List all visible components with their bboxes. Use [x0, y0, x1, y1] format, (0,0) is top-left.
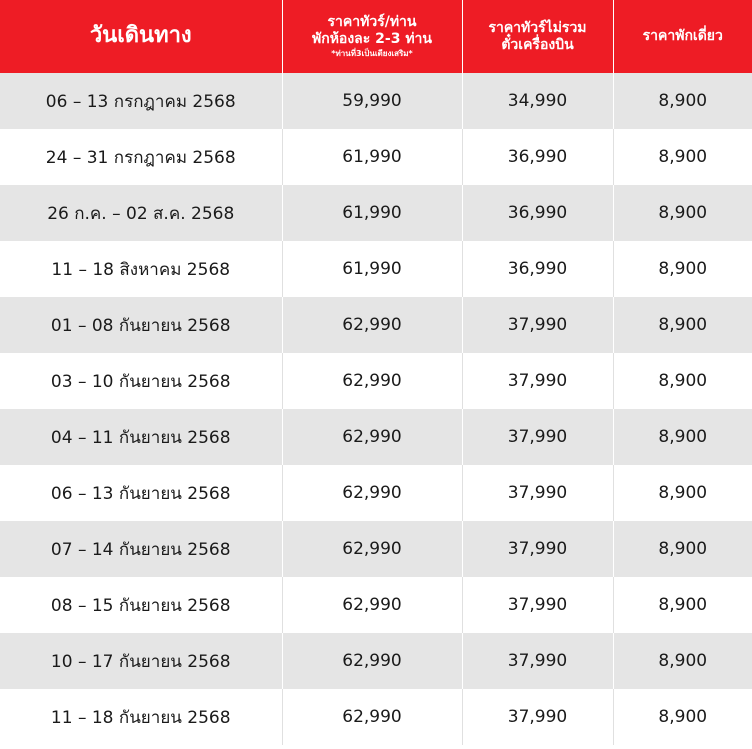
tour-price-cell: 62,990	[282, 409, 462, 465]
table-row	[0, 633, 752, 689]
no-ticket-price-cell: 36,990	[462, 241, 613, 297]
no-ticket-price-cell: 34,990	[462, 73, 613, 129]
header-price-no-ticket	[462, 0, 613, 73]
single-supplement-cell: 8,900	[613, 577, 752, 633]
no-ticket-price-cell: 37,990	[462, 577, 613, 633]
tour-price-cell: 62,990	[282, 521, 462, 577]
single-supplement-cell: 8,900	[613, 409, 752, 465]
travel-date-cell: 11 – 18 กันยายน 2568	[0, 689, 282, 745]
table-row	[0, 577, 752, 633]
header-travel-date	[0, 0, 282, 73]
single-supplement-cell: 8,900	[613, 73, 752, 129]
single-supplement-cell: 8,900	[613, 689, 752, 745]
travel-date-cell: 07 – 14 กันยายน 2568	[0, 521, 282, 577]
single-supplement-cell: 8,900	[613, 633, 752, 689]
tour-price-cell: 62,990	[282, 689, 462, 745]
travel-date-cell: 01 – 08 กันยายน 2568	[0, 297, 282, 353]
no-ticket-label-line2: ตั๋วเครื่องบิน	[501, 36, 574, 53]
table-row	[0, 73, 752, 129]
tour-price-cell: 62,990	[282, 465, 462, 521]
travel-date-cell: 08 – 15 กันยายน 2568	[0, 577, 282, 633]
tour-price-cell: 59,990	[282, 73, 462, 129]
tour-price-cell: 62,990	[282, 297, 462, 353]
tour-price-cell: 62,990	[282, 633, 462, 689]
single-supplement-cell: 8,900	[613, 185, 752, 241]
extra-bed-note: *ท่านที่3เป็นเตียงเสริม*	[331, 49, 413, 58]
table-row	[0, 521, 752, 577]
tour-price-cell: 61,990	[282, 129, 462, 185]
no-ticket-price-cell: 36,990	[462, 185, 613, 241]
single-supplement-cell: 8,900	[613, 353, 752, 409]
single-supplement-cell: 8,900	[613, 129, 752, 185]
single-supplement-cell: 8,900	[613, 241, 752, 297]
no-ticket-price-cell: 37,990	[462, 297, 613, 353]
no-ticket-price-cell: 37,990	[462, 689, 613, 745]
no-ticket-price-cell: 36,990	[462, 129, 613, 185]
travel-date-cell: 04 – 11 กันยายน 2568	[0, 409, 282, 465]
tour-price-cell: 62,990	[282, 577, 462, 633]
header-single-supplement	[613, 0, 752, 73]
table-row	[0, 129, 752, 185]
table-row	[0, 689, 752, 745]
tour-price-label-line1: ราคาทัวร์/ท่าน	[327, 14, 417, 31]
tour-price-label-line2: พักห้องละ 2-3 ท่าน	[312, 31, 432, 48]
table-row	[0, 185, 752, 241]
no-ticket-label-line1: ราคาทัวร์ไม่รวม	[488, 19, 587, 36]
travel-date-cell: 03 – 10 กันยายน 2568	[0, 353, 282, 409]
table-row	[0, 297, 752, 353]
travel-date-cell: 26 ก.ค. – 02 ส.ค. 2568	[0, 185, 282, 241]
travel-date-cell: 10 – 17 กันยายน 2568	[0, 633, 282, 689]
no-ticket-price-cell: 37,990	[462, 633, 613, 689]
header-tour-price	[282, 0, 462, 73]
travel-date-cell: 11 – 18 สิงหาคม 2568	[0, 241, 282, 297]
table-row	[0, 353, 752, 409]
single-supplement-cell: 8,900	[613, 297, 752, 353]
travel-date-label: วันเดินทาง	[89, 23, 192, 49]
tour-price-cell: 61,990	[282, 185, 462, 241]
no-ticket-price-cell: 37,990	[462, 409, 613, 465]
table-row	[0, 465, 752, 521]
no-ticket-price-cell: 37,990	[462, 521, 613, 577]
travel-date-cell: 24 – 31 กรกฎาคม 2568	[0, 129, 282, 185]
single-supplement-cell: 8,900	[613, 521, 752, 577]
travel-date-cell: 06 – 13 กันยายน 2568	[0, 465, 282, 521]
tour-price-cell: 61,990	[282, 241, 462, 297]
table-row	[0, 409, 752, 465]
header-row	[0, 0, 752, 73]
table-header	[0, 0, 752, 73]
table-row	[0, 241, 752, 297]
single-supplement-cell: 8,900	[613, 465, 752, 521]
no-ticket-price-cell: 37,990	[462, 465, 613, 521]
single-supplement-label: ราคาพักเดี่ยว	[642, 28, 723, 45]
no-ticket-price-cell: 37,990	[462, 353, 613, 409]
tour-price-cell: 62,990	[282, 353, 462, 409]
table-body	[0, 73, 752, 745]
travel-date-cell: 06 – 13 กรกฎาคม 2568	[0, 73, 282, 129]
